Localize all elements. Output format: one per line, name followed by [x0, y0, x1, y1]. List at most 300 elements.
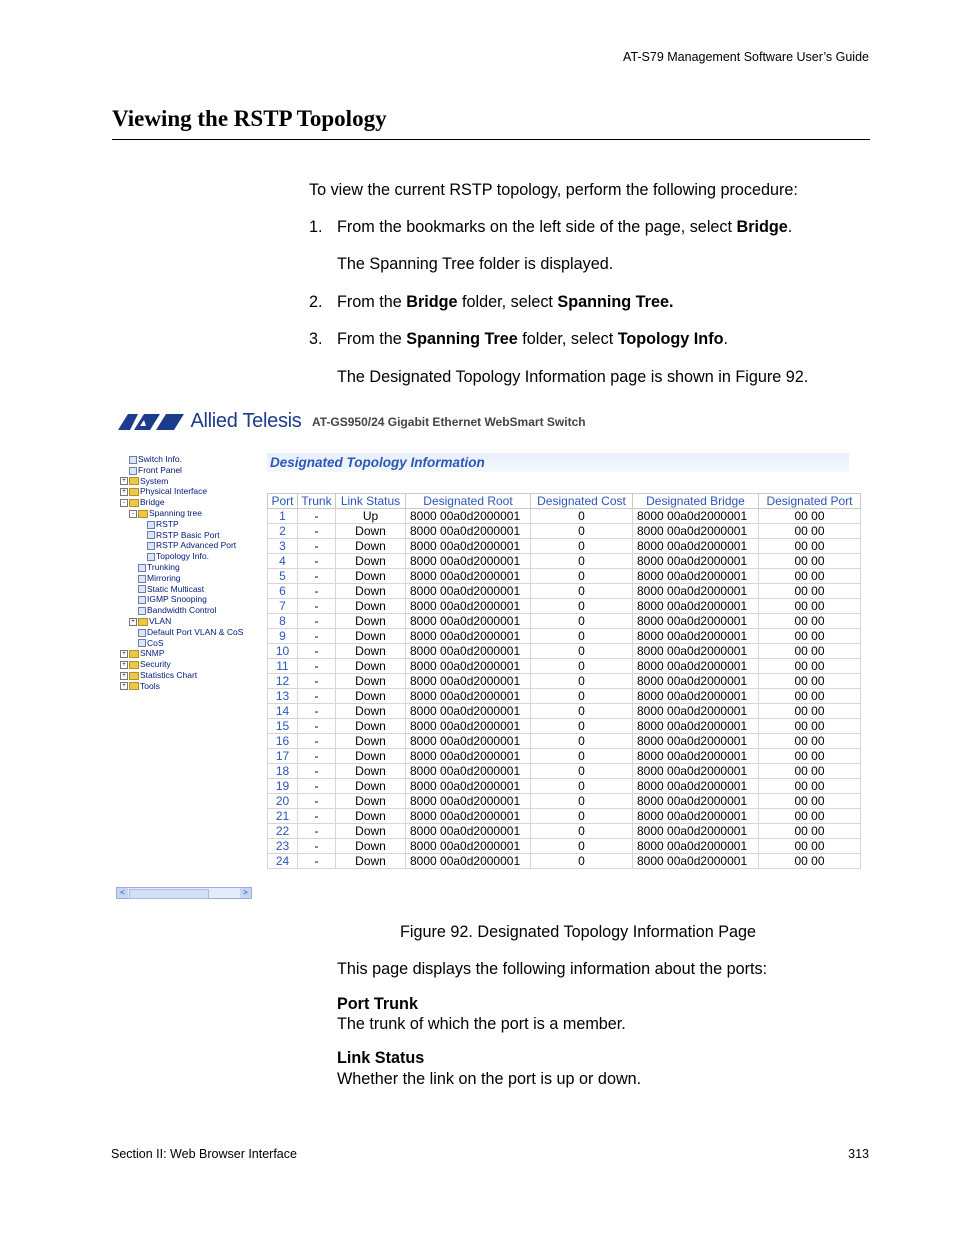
- table-row: [268, 614, 861, 629]
- port-link[interactable]: 16: [268, 734, 298, 749]
- tree-item-label: Bridge: [140, 497, 165, 508]
- panel-title: Designated Topology Information: [267, 453, 849, 472]
- table-cell: 8000 00a0d2000001: [633, 779, 759, 794]
- tree-item[interactable]: [116, 573, 252, 584]
- tree-item-label: Trunking: [147, 561, 180, 572]
- table-cell: 8000 00a0d2000001: [406, 659, 531, 674]
- table-row: [268, 524, 861, 539]
- table-row: [268, 734, 861, 749]
- table-cell: 0: [531, 659, 633, 674]
- collapse-icon[interactable]: -: [129, 510, 137, 518]
- table-cell: -: [298, 749, 336, 764]
- tree-item[interactable]: [116, 476, 252, 487]
- table-cell: 00 00: [759, 794, 861, 809]
- tree-item-label: SNMP: [140, 648, 165, 659]
- page-icon: [147, 553, 155, 561]
- port-link[interactable]: 7: [268, 599, 298, 614]
- step-1-text: From the bookmarks on the left side of the page, select Bridge.: [337, 218, 793, 236]
- folder-icon: [138, 510, 148, 518]
- port-link[interactable]: 14: [268, 704, 298, 719]
- def-desc-port-trunk: The trunk of which the port is a member.: [337, 1015, 626, 1033]
- table-cell: 8000 00a0d2000001: [633, 614, 759, 629]
- page-icon: [147, 542, 155, 550]
- table-cell: 8000 00a0d2000001: [633, 854, 759, 869]
- table-cell: Down: [336, 629, 406, 644]
- column-header: Designated Bridge: [633, 494, 759, 509]
- scroll-right-icon[interactable]: >: [240, 888, 251, 898]
- tree-item-label: Spanning tree: [149, 507, 202, 518]
- table-cell: 0: [531, 824, 633, 839]
- table-cell: 8000 00a0d2000001: [633, 839, 759, 854]
- table-cell: 8000 00a0d2000001: [406, 854, 531, 869]
- port-link[interactable]: 11: [268, 659, 298, 674]
- table-cell: 00 00: [759, 734, 861, 749]
- table-cell: 0: [531, 689, 633, 704]
- port-link[interactable]: 19: [268, 779, 298, 794]
- table-cell: -: [298, 569, 336, 584]
- table-cell: 8000 00a0d2000001: [406, 824, 531, 839]
- collapse-icon[interactable]: -: [120, 499, 128, 507]
- table-cell: Down: [336, 854, 406, 869]
- table-cell: -: [298, 554, 336, 569]
- tree-item[interactable]: [116, 605, 252, 616]
- page-icon: [138, 564, 146, 572]
- table-row: [268, 749, 861, 764]
- folder-icon: [129, 650, 139, 658]
- table-cell: -: [298, 614, 336, 629]
- table-cell: Down: [336, 524, 406, 539]
- table-cell: 0: [531, 509, 633, 524]
- table-cell: Down: [336, 584, 406, 599]
- table-cell: Down: [336, 569, 406, 584]
- step-1-number: 1.: [309, 218, 323, 236]
- table-cell: 8000 00a0d2000001: [406, 554, 531, 569]
- table-cell: 0: [531, 524, 633, 539]
- table-cell: Down: [336, 749, 406, 764]
- table-cell: 0: [531, 764, 633, 779]
- table-cell: -: [298, 824, 336, 839]
- table-row: [268, 854, 861, 869]
- table-cell: 8000 00a0d2000001: [406, 599, 531, 614]
- table-cell: 8000 00a0d2000001: [633, 599, 759, 614]
- table-cell: Down: [336, 644, 406, 659]
- table-cell: 8000 00a0d2000001: [633, 554, 759, 569]
- table-cell: 8000 00a0d2000001: [406, 644, 531, 659]
- table-cell: 8000 00a0d2000001: [633, 704, 759, 719]
- column-header: Trunk: [298, 494, 336, 509]
- table-cell: 8000 00a0d2000001: [633, 629, 759, 644]
- table-cell: Down: [336, 599, 406, 614]
- table-cell: -: [298, 599, 336, 614]
- table-cell: 8000 00a0d2000001: [406, 749, 531, 764]
- table-cell: -: [298, 704, 336, 719]
- tree-item-label: Bandwidth Control: [147, 605, 217, 616]
- port-link[interactable]: 3: [268, 539, 298, 554]
- table-cell: -: [298, 809, 336, 824]
- folder-icon: [129, 488, 139, 496]
- table-cell: 00 00: [759, 674, 861, 689]
- folder-icon: [138, 618, 148, 626]
- port-link[interactable]: 15: [268, 719, 298, 734]
- table-cell: Down: [336, 704, 406, 719]
- table-cell: 8000 00a0d2000001: [406, 569, 531, 584]
- tree-item[interactable]: [116, 551, 252, 562]
- tree-item[interactable]: [116, 594, 252, 605]
- tree-item-label: Default Port VLAN & CoS: [147, 626, 244, 637]
- port-link[interactable]: 12: [268, 674, 298, 689]
- table-cell: 8000 00a0d2000001: [633, 794, 759, 809]
- table-row: [268, 599, 861, 614]
- table-cell: 8000 00a0d2000001: [406, 839, 531, 854]
- port-link[interactable]: 5: [268, 569, 298, 584]
- table-cell: Down: [336, 554, 406, 569]
- table-row: [268, 689, 861, 704]
- table-cell: -: [298, 629, 336, 644]
- section-title: Viewing the RSTP Topology: [112, 106, 387, 131]
- table-cell: 8000 00a0d2000001: [406, 584, 531, 599]
- table-cell: 0: [531, 569, 633, 584]
- port-link[interactable]: 4: [268, 554, 298, 569]
- table-cell: 0: [531, 614, 633, 629]
- page-icon: [138, 575, 146, 583]
- tree-item-label: Security: [140, 659, 171, 670]
- table-cell: -: [298, 659, 336, 674]
- table-cell: 8000 00a0d2000001: [633, 674, 759, 689]
- table-cell: 00 00: [759, 659, 861, 674]
- table-cell: 0: [531, 629, 633, 644]
- table-cell: 00 00: [759, 839, 861, 854]
- table-cell: 8000 00a0d2000001: [406, 509, 531, 524]
- table-cell: -: [298, 719, 336, 734]
- table-row: [268, 569, 861, 584]
- table-cell: 8000 00a0d2000001: [633, 509, 759, 524]
- table-row: [268, 809, 861, 824]
- folder-icon: [129, 661, 139, 669]
- table-cell: -: [298, 779, 336, 794]
- table-row: [268, 764, 861, 779]
- step-3-result: The Designated Topology Information page is shown in Figure 92.: [337, 368, 809, 386]
- at-logo-icon: [116, 412, 186, 432]
- table-cell: 0: [531, 599, 633, 614]
- table-row: [268, 794, 861, 809]
- scroll-thumb[interactable]: [129, 889, 209, 899]
- title-rule: [112, 139, 870, 140]
- tree-item[interactable]: [116, 530, 252, 541]
- tree-item[interactable]: [116, 648, 252, 659]
- tree-item[interactable]: [116, 562, 252, 573]
- tree-item[interactable]: [116, 465, 252, 476]
- expand-icon[interactable]: +: [129, 618, 137, 626]
- table-cell: 0: [531, 854, 633, 869]
- table-row: [268, 719, 861, 734]
- page-icon: [138, 585, 146, 593]
- port-link[interactable]: 9: [268, 629, 298, 644]
- def-term-port-trunk: Port Trunk: [337, 995, 418, 1013]
- tree-item-label: Tools: [140, 680, 160, 691]
- table-cell: -: [298, 689, 336, 704]
- table-cell: 8000 00a0d2000001: [406, 719, 531, 734]
- table-cell: 0: [531, 794, 633, 809]
- table-cell: -: [298, 509, 336, 524]
- table-cell: -: [298, 524, 336, 539]
- column-header: Designated Root: [406, 494, 531, 509]
- port-link[interactable]: 21: [268, 809, 298, 824]
- port-link[interactable]: 6: [268, 584, 298, 599]
- table-cell: 00 00: [759, 569, 861, 584]
- table-row: [268, 584, 861, 599]
- table-cell: -: [298, 584, 336, 599]
- table-cell: Down: [336, 794, 406, 809]
- table-cell: -: [298, 794, 336, 809]
- page-icon: [129, 456, 137, 464]
- table-body: [268, 509, 861, 869]
- table-cell: Down: [336, 659, 406, 674]
- tree-item-label: Switch Info.: [138, 454, 182, 464]
- table-cell: 0: [531, 779, 633, 794]
- folder-icon: [129, 499, 139, 507]
- topology-table: [267, 493, 861, 869]
- table-cell: 00 00: [759, 524, 861, 539]
- table-cell: -: [298, 674, 336, 689]
- table-cell: 00 00: [759, 554, 861, 569]
- table-cell: 8000 00a0d2000001: [633, 719, 759, 734]
- after-figure-paragraph: This page displays the following information about the ports:: [337, 960, 768, 978]
- def-desc-link-status: Whether the link on the port is up or down.: [337, 1070, 642, 1088]
- table-cell: 00 00: [759, 584, 861, 599]
- table-cell: -: [298, 644, 336, 659]
- step-3-number: 3.: [309, 330, 323, 348]
- tree-item[interactable]: [116, 454, 252, 465]
- tree-horizontal-scrollbar[interactable]: [116, 887, 252, 899]
- tree-item-label: Front Panel: [138, 464, 182, 475]
- table-cell: Down: [336, 764, 406, 779]
- table-cell: 8000 00a0d2000001: [406, 629, 531, 644]
- tree-item[interactable]: [116, 638, 252, 649]
- table-cell: 00 00: [759, 764, 861, 779]
- tree-item[interactable]: [116, 486, 252, 497]
- table-cell: -: [298, 839, 336, 854]
- table-cell: Down: [336, 539, 406, 554]
- scroll-left-icon[interactable]: <: [117, 888, 128, 898]
- port-link[interactable]: 23: [268, 839, 298, 854]
- tree-item-label: RSTP Basic Port: [156, 529, 220, 540]
- tree-item-label: IGMP Snooping: [147, 594, 207, 605]
- port-link[interactable]: 10: [268, 644, 298, 659]
- table-cell: 00 00: [759, 779, 861, 794]
- port-link[interactable]: 8: [268, 614, 298, 629]
- table-cell: 00 00: [759, 809, 861, 824]
- port-link[interactable]: 18: [268, 764, 298, 779]
- column-header: Link Status: [336, 494, 406, 509]
- table-cell: 8000 00a0d2000001: [633, 524, 759, 539]
- table-cell: Down: [336, 779, 406, 794]
- table-row: [268, 629, 861, 644]
- column-header: Designated Cost: [531, 494, 633, 509]
- tree-item-label: RSTP: [156, 518, 179, 529]
- table-cell: 8000 00a0d2000001: [633, 659, 759, 674]
- table-cell: 00 00: [759, 509, 861, 524]
- table-cell: Down: [336, 734, 406, 749]
- footer-section: Section II: Web Browser Interface: [111, 1147, 297, 1161]
- table-cell: 8000 00a0d2000001: [406, 779, 531, 794]
- tree-item[interactable]: [116, 540, 252, 551]
- table-header-row: [268, 494, 861, 509]
- table-cell: Down: [336, 614, 406, 629]
- table-cell: 0: [531, 719, 633, 734]
- port-link[interactable]: 13: [268, 689, 298, 704]
- step-2-number: 2.: [309, 293, 323, 311]
- table-row: [268, 704, 861, 719]
- tree-item[interactable]: [116, 508, 252, 519]
- table-cell: 00 00: [759, 629, 861, 644]
- table-cell: 8000 00a0d2000001: [406, 794, 531, 809]
- table-cell: 00 00: [759, 539, 861, 554]
- port-link[interactable]: 22: [268, 824, 298, 839]
- port-link[interactable]: 17: [268, 749, 298, 764]
- table-row: [268, 824, 861, 839]
- table-cell: 8000 00a0d2000001: [633, 734, 759, 749]
- table-row: [268, 509, 861, 524]
- tree-item[interactable]: [116, 519, 252, 530]
- nav-tree: [116, 454, 252, 692]
- port-link[interactable]: 2: [268, 524, 298, 539]
- tree-item-label: RSTP Advanced Port: [156, 540, 237, 551]
- port-link[interactable]: 1: [268, 509, 298, 524]
- step-1-result: The Spanning Tree folder is displayed.: [337, 255, 614, 273]
- table-cell: -: [298, 764, 336, 779]
- expand-icon[interactable]: +: [120, 488, 128, 496]
- table-cell: 00 00: [759, 704, 861, 719]
- step-3-text: From the Spanning Tree folder, select Topology Info.: [337, 330, 728, 348]
- table-row: [268, 779, 861, 794]
- intro-paragraph: To view the current RSTP topology, perform the following procedure:: [309, 181, 798, 199]
- table-cell: Down: [336, 839, 406, 854]
- table-cell: 0: [531, 584, 633, 599]
- table-row: [268, 644, 861, 659]
- table-row: [268, 674, 861, 689]
- table-cell: 8000 00a0d2000001: [633, 584, 759, 599]
- table-cell: 8000 00a0d2000001: [406, 734, 531, 749]
- folder-icon: [129, 477, 139, 485]
- table-cell: 8000 00a0d2000001: [633, 809, 759, 824]
- table-cell: 00 00: [759, 614, 861, 629]
- table-cell: 8000 00a0d2000001: [633, 824, 759, 839]
- footer-page-number: 313: [848, 1147, 869, 1161]
- tree-item-label: System: [140, 475, 169, 486]
- folder-icon: [129, 672, 139, 680]
- table-cell: 00 00: [759, 599, 861, 614]
- tree-item[interactable]: [116, 670, 252, 681]
- table-cell: 8000 00a0d2000001: [633, 689, 759, 704]
- folder-icon: [129, 682, 139, 690]
- tree-item[interactable]: [116, 681, 252, 692]
- def-term-link-status: Link Status: [337, 1049, 425, 1067]
- table-row: [268, 554, 861, 569]
- page-icon: [138, 596, 146, 604]
- table-cell: Up: [336, 509, 406, 524]
- table-cell: 00 00: [759, 689, 861, 704]
- table-cell: 0: [531, 644, 633, 659]
- tree-item-label: Topology Info.: [156, 551, 209, 562]
- table-cell: 8000 00a0d2000001: [633, 644, 759, 659]
- table-cell: 8000 00a0d2000001: [406, 524, 531, 539]
- table-cell: 8000 00a0d2000001: [633, 539, 759, 554]
- table-cell: -: [298, 539, 336, 554]
- table-cell: 00 00: [759, 854, 861, 869]
- table-cell: 0: [531, 554, 633, 569]
- logo-wordmark: Allied Telesis: [190, 410, 302, 432]
- tree-item-label: Static Multicast: [147, 583, 205, 594]
- expand-icon[interactable]: +: [120, 672, 128, 680]
- page-icon: [147, 531, 155, 539]
- table-cell: -: [298, 854, 336, 869]
- page-icon: [147, 521, 155, 529]
- table-cell: 8000 00a0d2000001: [406, 809, 531, 824]
- page-icon: [138, 607, 146, 615]
- tree-item-label: VLAN: [149, 615, 172, 626]
- tree-item-label: Statistics Chart: [140, 669, 198, 680]
- tree-item[interactable]: [116, 659, 252, 670]
- table-cell: 8000 00a0d2000001: [406, 614, 531, 629]
- port-link[interactable]: 24: [268, 854, 298, 869]
- table-row: [268, 659, 861, 674]
- product-name: AT-GS950/24 Gigabit Ethernet WebSmart Switch: [311, 414, 586, 429]
- table-cell: 0: [531, 539, 633, 554]
- table-row: [268, 839, 861, 854]
- table-cell: 00 00: [759, 749, 861, 764]
- page-icon: [138, 639, 146, 647]
- column-header: Designated Port: [759, 494, 861, 509]
- step-2-text: From the Bridge folder, select Spanning Tree.: [337, 293, 674, 311]
- table-row: [268, 539, 861, 554]
- tree-item[interactable]: [116, 627, 252, 638]
- column-header: Port: [268, 494, 298, 509]
- tree-item[interactable]: [116, 497, 252, 508]
- expand-icon[interactable]: +: [120, 477, 128, 485]
- table-cell: 00 00: [759, 719, 861, 734]
- table-cell: Down: [336, 674, 406, 689]
- port-link[interactable]: 20: [268, 794, 298, 809]
- table-cell: Down: [336, 824, 406, 839]
- allied-telesis-logo: [116, 410, 586, 432]
- expand-icon[interactable]: +: [120, 682, 128, 690]
- table-cell: Down: [336, 719, 406, 734]
- table-cell: 8000 00a0d2000001: [406, 539, 531, 554]
- figure-screenshot: [116, 404, 864, 904]
- table-cell: 8000 00a0d2000001: [633, 569, 759, 584]
- table-cell: 8000 00a0d2000001: [633, 764, 759, 779]
- table-cell: 8000 00a0d2000001: [406, 674, 531, 689]
- table-cell: Down: [336, 689, 406, 704]
- page-icon: [138, 629, 146, 637]
- table-cell: 00 00: [759, 644, 861, 659]
- tree-item-label: CoS: [147, 637, 164, 648]
- table-cell: 0: [531, 674, 633, 689]
- table-cell: 0: [531, 809, 633, 824]
- table-cell: 0: [531, 839, 633, 854]
- expand-icon[interactable]: +: [120, 650, 128, 658]
- figure-caption: Figure 92. Designated Topology Information Page: [400, 923, 757, 941]
- table-cell: 8000 00a0d2000001: [406, 689, 531, 704]
- table-cell: -: [298, 734, 336, 749]
- table-cell: 8000 00a0d2000001: [633, 749, 759, 764]
- table-cell: Down: [336, 809, 406, 824]
- tree-item[interactable]: [116, 616, 252, 627]
- tree-item[interactable]: [116, 584, 252, 595]
- expand-icon[interactable]: +: [120, 661, 128, 669]
- table-cell: 0: [531, 734, 633, 749]
- page-icon: [129, 467, 137, 475]
